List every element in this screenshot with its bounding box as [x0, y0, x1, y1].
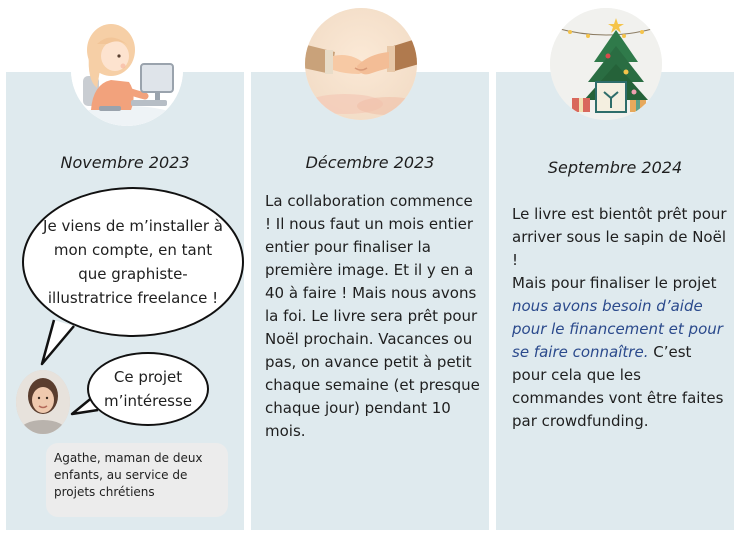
december-description: La collaboration commence ! Il nous faut un mois entier entier pour finaliser la première image. Et il y en a 40 à faire ! Mais nous avons la foi. Le livre sera prêt pour Noël prochain. Vacances ou pas, on avance petit à petit chaque semaine (et presque chaque jour) pendant 10 mois. — [265, 192, 480, 440]
woman-at-computer-icon — [71, 14, 183, 126]
speech-bubble-main — [22, 187, 244, 337]
september-text-highlight: nous avons besoin d’aide pour le financement et pour se faire connaître. — [512, 297, 723, 361]
september-description — [512, 203, 727, 433]
september-text-b: Mais pour finaliser le projet — [512, 274, 717, 292]
christmas-tree-icon — [550, 8, 662, 120]
date-september-2024: Septembre 2024 — [547, 158, 683, 177]
author-caption: Agathe, maman de deux enfants, au service de projets chrétiens — [46, 443, 228, 517]
date-november-2023: Novembre 2023 — [60, 153, 190, 172]
handshake-icon — [305, 8, 417, 120]
avatar-photo — [16, 370, 70, 434]
speech-bubble-main-text: Je viens de m’installer à mon compte, en tant que graphiste-illustratrice freelance ! — [43, 217, 223, 307]
speech-bubble-small-text: Ce projet m’intéresse — [103, 368, 193, 410]
speech-bubble-small — [87, 352, 209, 426]
september-text-a: Le livre est bientôt prêt pour arriver sous le sapin de Noël ! — [512, 205, 727, 269]
september-text-c: C’est pour cela que les commandes vont être faites par crowdfunding. — [512, 343, 724, 430]
date-december-2023: Décembre 2023 — [305, 153, 435, 172]
